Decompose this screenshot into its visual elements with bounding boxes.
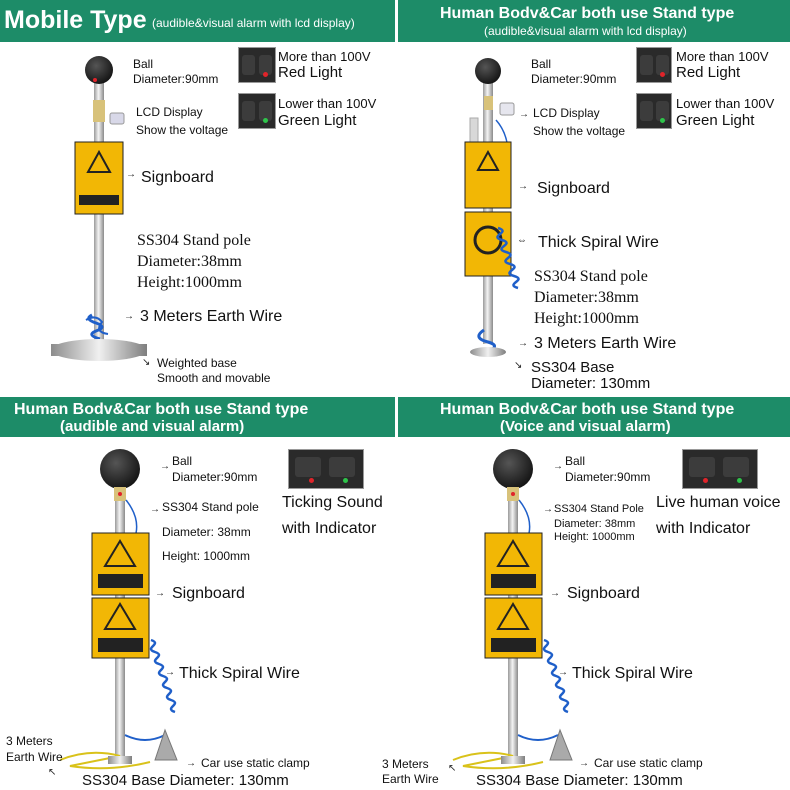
p2-base-1: SS304 Base <box>531 359 615 376</box>
p1-green-light: Green Light <box>278 112 357 129</box>
p3-pole: SS304 Stand pole <box>162 500 259 514</box>
arrow-icon: → <box>558 667 568 678</box>
p4-earth-1: 3 Meters <box>382 757 429 771</box>
p4-pole: SS304 Stand Pole <box>554 503 644 515</box>
panel-2-title: Human Bodv&Car both use Stand type <box>440 5 735 22</box>
p4-pole-height: Height: 1000mm <box>554 531 635 543</box>
panel-1-subtitle: (audible&visual alarm with lcd display) <box>152 16 355 30</box>
ball-icon <box>493 449 533 489</box>
arrow-icon: ↘ <box>514 360 523 371</box>
p2-spiral: Thick Spiral Wire <box>538 234 659 251</box>
p2-red-light: Red Light <box>676 64 741 81</box>
p1-ball-label: Ball <box>133 57 154 71</box>
p4-base: SS304 Base Diameter: 130mm <box>476 772 683 789</box>
p2-green-light: Green Light <box>676 112 755 129</box>
p4-signboard: Signboard <box>567 585 640 602</box>
p2-signboard: Signboard <box>537 180 610 197</box>
red-light-thumbnail-2 <box>636 47 672 83</box>
red-indicator-icon <box>309 478 314 483</box>
p2-lcd-desc: Show the voltage <box>533 124 626 138</box>
p4-feature-1: Live human voice <box>656 494 781 511</box>
product-stand-voice <box>453 449 572 768</box>
base <box>470 347 506 357</box>
p3-ball-diameter: Diameter:90mm <box>172 470 258 484</box>
p4-ball-label: Ball <box>565 454 586 468</box>
p1-earth-wire: 3 Meters Earth Wire <box>140 308 283 325</box>
arrow-icon: → <box>553 461 563 472</box>
indicator-thumbnail-4 <box>682 449 758 489</box>
p3-pole-height: Height: 1000mm <box>162 549 251 563</box>
arrow-icon: → <box>126 169 136 180</box>
p1-ball-diameter: Diameter:90mm <box>133 72 219 86</box>
green-light-thumbnail-2 <box>636 93 672 129</box>
arrow-icon: → <box>579 758 589 769</box>
p2-more-than: More than 100V <box>676 49 769 64</box>
p2-ball-diameter: Diameter:90mm <box>531 72 617 86</box>
p2-base-2: Diameter: 130mm <box>531 375 651 392</box>
p1-pole-height: Height:1000mm <box>137 274 242 291</box>
p3-ball-label: Ball <box>172 454 193 468</box>
p1-pole-diameter: Diameter:38mm <box>137 253 242 270</box>
p1-signboard: Signboard <box>141 169 214 186</box>
p3-feature-2: with Indicator <box>282 520 377 537</box>
earth-wire <box>453 753 543 768</box>
p4-feature-2: with Indicator <box>656 520 751 537</box>
green-indicator-icon <box>737 478 742 483</box>
arrow-icon: ⇔ <box>517 235 527 246</box>
static-clamp-icon <box>550 730 572 760</box>
arrow-icon: ↖ <box>48 767 57 778</box>
arrow-icon: → <box>165 667 175 678</box>
p2-ball-label: Ball <box>531 57 552 71</box>
panel-3-subtitle: (audible and visual alarm) <box>60 418 245 435</box>
arrow-icon: → <box>543 504 553 515</box>
p1-lower-than: Lower than 100V <box>278 96 377 111</box>
arrow-icon: → <box>124 311 134 322</box>
green-indicator-icon <box>343 478 348 483</box>
ball-icon <box>475 58 501 84</box>
red-indicator-icon <box>703 478 708 483</box>
p3-signboard: Signboard <box>172 585 245 602</box>
p1-lcd-desc: Show the voltage <box>136 123 229 137</box>
p1-more-than: More than 100V <box>278 49 371 64</box>
red-indicator-icon <box>660 72 665 77</box>
p1-base-1: Weighted base <box>157 356 237 370</box>
arrow-icon: → <box>518 338 528 349</box>
arrow-icon: → <box>160 461 170 472</box>
arrow-icon: → <box>550 588 560 599</box>
p2-pole: SS304 Stand pole <box>534 268 648 285</box>
p2-pole-diameter: Diameter:38mm <box>534 289 639 306</box>
arrow-icon: ↖ <box>448 763 457 774</box>
p4-spiral: Thick Spiral Wire <box>572 665 693 682</box>
earth-wire <box>60 753 150 768</box>
red-indicator-icon <box>263 72 268 77</box>
panel-4-subtitle: (Voice and visual alarm) <box>500 418 671 435</box>
p3-pole-diameter: Diameter: 38mm <box>162 525 251 539</box>
panel-1-title: Mobile Type <box>4 6 147 34</box>
panel-4-title: Human Bodv&Car both use Stand type <box>440 401 735 418</box>
p1-pole: SS304 Stand pole <box>137 232 251 249</box>
arrow-icon: ↘ <box>142 357 151 368</box>
p3-feature-1: Ticking Sound <box>282 494 383 511</box>
lcd-display-icon <box>110 113 124 124</box>
p2-earth-wire: 3 Meters Earth Wire <box>534 335 677 352</box>
arrow-icon: → <box>519 109 529 120</box>
arrow-icon: → <box>155 588 165 599</box>
p2-lcd-label: LCD Display <box>533 106 600 120</box>
p4-pole-diameter: Diameter: 38mm <box>554 518 636 530</box>
p1-base-2: Smooth and movable <box>157 371 271 385</box>
green-light-thumbnail <box>238 93 276 129</box>
p3-clamp: Car use static clamp <box>201 756 310 770</box>
p3-earth-2: Earth Wire <box>6 750 63 764</box>
warning-sign-icon-2 <box>465 212 511 276</box>
lcd-display-icon <box>500 103 514 115</box>
arrow-icon: → <box>150 504 160 515</box>
p4-clamp: Car use static clamp <box>594 756 703 770</box>
p3-spiral: Thick Spiral Wire <box>179 665 300 682</box>
green-indicator-icon <box>660 118 665 123</box>
p2-lower-than: Lower than 100V <box>676 96 775 111</box>
green-indicator-icon <box>263 118 268 123</box>
p4-earth-2: Earth Wire <box>382 772 439 786</box>
product-stand-lcd <box>465 58 519 357</box>
p3-base: SS304 Base Diameter: 130mm <box>82 772 289 789</box>
p2-pole-height: Height:1000mm <box>534 310 639 327</box>
panel-3-title: Human Bodv&Car both use Stand type <box>14 401 309 418</box>
panel-2-subtitle: (audible&visual alarm with lcd display) <box>484 24 687 38</box>
p1-red-light: Red Light <box>278 64 343 81</box>
product-stand-audible <box>60 449 177 768</box>
arrow-icon: → <box>186 758 196 769</box>
red-light-thumbnail <box>238 47 276 83</box>
p4-ball-diameter: Diameter:90mm <box>565 470 651 484</box>
indicator-thumbnail-3 <box>288 449 364 489</box>
ball-icon <box>100 449 140 489</box>
static-clamp-icon <box>155 730 177 760</box>
ball-icon <box>85 56 113 84</box>
arrow-icon: → <box>518 181 528 192</box>
p1-lcd-label: LCD Display <box>136 105 203 119</box>
p3-earth-1: 3 Meters <box>6 734 53 748</box>
